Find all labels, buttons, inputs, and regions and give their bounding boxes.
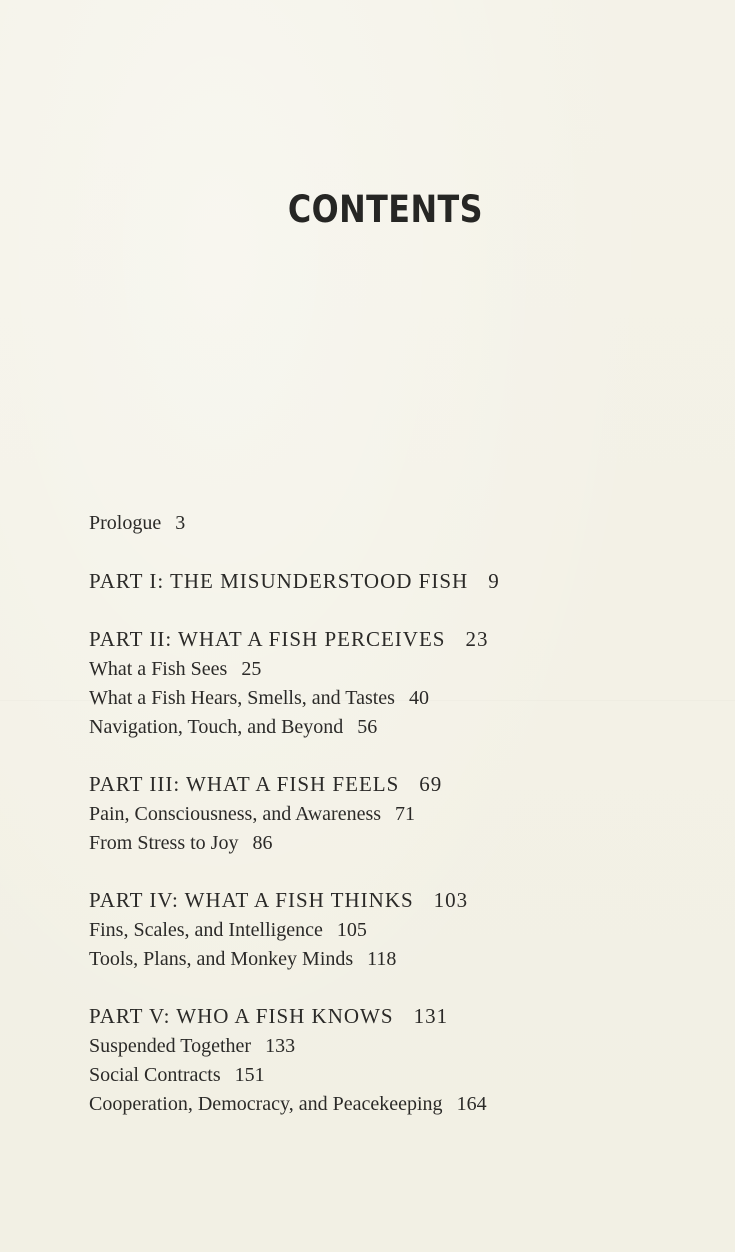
toc-chapter [89,829,709,858]
toc-chapter [89,1061,709,1090]
chapter-page: 105 [336,919,367,941]
toc-part-5 [89,1000,709,1032]
chapter-page: 164 [456,1093,487,1115]
toc-chapter [89,945,709,974]
page-title: CONTENTS [287,188,484,231]
toc-chapter [89,1090,709,1119]
part-label: PART IV: WHAT A FISH THINKS [89,888,414,912]
chapter-page: 40 [408,687,429,709]
toc-chapter [89,800,709,829]
chapter-label: Navigation, Touch, and Beyond [89,716,344,738]
chapter-label: Social Contracts [89,1064,221,1086]
table-of-contents [89,507,709,1119]
chapter-page: 86 [252,832,273,854]
spacer [89,858,709,884]
toc-chapter [89,916,709,945]
chapter-page: 151 [234,1064,265,1086]
toc-chapter [89,1032,709,1061]
toc-part-1 [89,565,709,597]
chapter-label: Cooperation, Democracy, and Peacekeeping [89,1093,443,1115]
part-label: PART III: WHAT A FISH FEELS [89,772,400,796]
chapter-label: What a Fish Hears, Smells, and Tastes [89,687,395,709]
chapter-page: 56 [357,716,378,738]
toc-chapter [89,713,709,742]
chapter-page: 118 [367,948,397,970]
spacer [89,742,709,768]
chapter-page: 133 [265,1035,296,1057]
toc-chapter [89,684,709,713]
prologue-page: 3 [175,512,186,534]
chapter-label: From Stress to Joy [89,832,239,854]
chapter-label: Fins, Scales, and Intelligence [89,919,323,941]
chapter-page: 25 [241,658,262,680]
part-page: 103 [433,888,469,912]
part-label: PART II: WHAT A FISH PERCEIVES [89,627,446,651]
spacer [89,974,709,1000]
chapter-label: Pain, Consciousness, and Awareness [89,803,382,825]
chapter-page: 71 [395,803,416,825]
chapter-label: Tools, Plans, and Monkey Minds [89,948,354,970]
chapter-label: What a Fish Sees [89,658,228,680]
prologue-label: Prologue [89,512,162,534]
toc-prologue [89,507,709,539]
part-page: 23 [465,627,489,651]
toc-part-4 [89,884,709,916]
part-page: 9 [488,569,500,593]
part-page: 69 [419,772,443,796]
toc-chapter [89,655,709,684]
chapter-label: Suspended Together [89,1035,252,1057]
spacer [89,539,709,565]
part-label: PART V: WHO A FISH KNOWS [89,1004,394,1028]
spacer [89,597,709,623]
toc-part-2 [89,623,709,655]
part-label: PART I: THE MISUNDERSTOOD FISH [89,569,469,593]
toc-part-3 [89,768,709,800]
part-page: 131 [413,1004,449,1028]
